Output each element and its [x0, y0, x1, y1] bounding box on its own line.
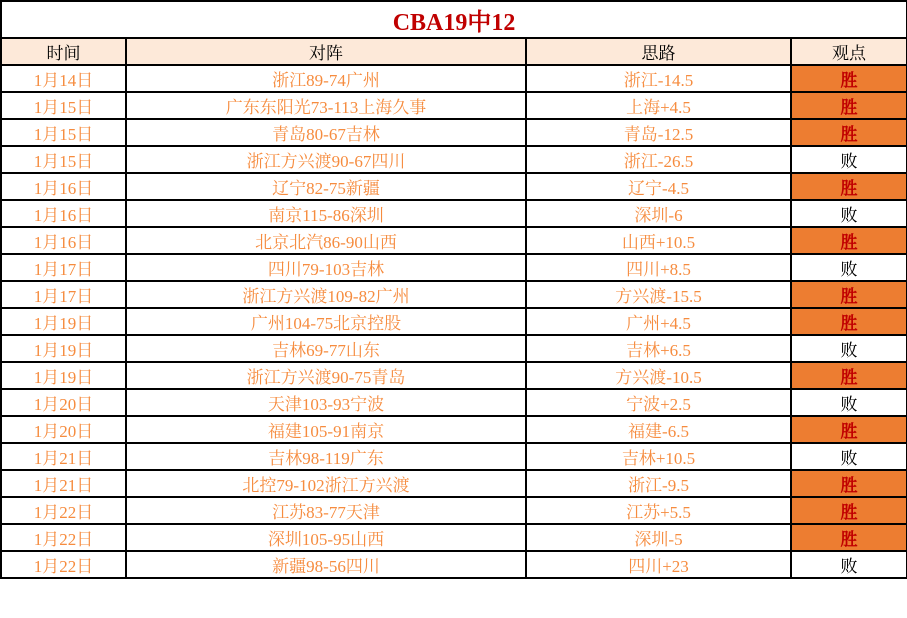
- table-row: [1, 254, 907, 281]
- pick-cell: 广州+4.5: [526, 308, 791, 335]
- title-row: [1, 1, 907, 38]
- result-cell: 败: [791, 146, 907, 173]
- matchup-cell: 浙江方兴渡90-67四川: [126, 146, 526, 173]
- matchup-cell: 浙江89-74广州: [126, 65, 526, 92]
- date-cell: 1月16日: [1, 173, 126, 200]
- pick-cell: 宁波+2.5: [526, 389, 791, 416]
- result-cell: 胜: [791, 308, 907, 335]
- table-row: [1, 470, 907, 497]
- table-row: [1, 65, 907, 92]
- pick-cell: 浙江-9.5: [526, 470, 791, 497]
- date-cell: 1月15日: [1, 92, 126, 119]
- date-cell: 1月22日: [1, 551, 126, 578]
- result-cell: 胜: [791, 416, 907, 443]
- matchup-cell: 浙江方兴渡109-82广州: [126, 281, 526, 308]
- table-row: [1, 335, 907, 362]
- matchup-cell: 辽宁82-75新疆: [126, 173, 526, 200]
- result-cell: 胜: [791, 524, 907, 551]
- result-cell: 胜: [791, 65, 907, 92]
- table-row: [1, 443, 907, 470]
- date-cell: 1月17日: [1, 254, 126, 281]
- date-cell: 1月21日: [1, 470, 126, 497]
- result-cell: 胜: [791, 92, 907, 119]
- result-cell: 胜: [791, 119, 907, 146]
- date-cell: 1月19日: [1, 335, 126, 362]
- matchup-cell: 广州104-75北京控股: [126, 308, 526, 335]
- matchup-cell: 福建105-91南京: [126, 416, 526, 443]
- page-title: CBA19中12: [1, 1, 907, 38]
- matchup-cell: 北京北汽86-90山西: [126, 227, 526, 254]
- date-cell: 1月20日: [1, 389, 126, 416]
- table-row: [1, 281, 907, 308]
- date-cell: 1月22日: [1, 497, 126, 524]
- matchup-cell: 吉林98-119广东: [126, 443, 526, 470]
- date-cell: 1月17日: [1, 281, 126, 308]
- column-header-time: 时间: [1, 38, 126, 65]
- table-row: [1, 146, 907, 173]
- matchup-cell: 北控79-102浙江方兴渡: [126, 470, 526, 497]
- date-cell: 1月14日: [1, 65, 126, 92]
- column-header-matchup: 对阵: [126, 38, 526, 65]
- pick-cell: 山西+10.5: [526, 227, 791, 254]
- result-cell: 胜: [791, 281, 907, 308]
- pick-cell: 辽宁-4.5: [526, 173, 791, 200]
- date-cell: 1月15日: [1, 146, 126, 173]
- matchup-cell: 青岛80-67吉林: [126, 119, 526, 146]
- pick-cell: 四川+8.5: [526, 254, 791, 281]
- table-row: [1, 524, 907, 551]
- pick-cell: 浙江-26.5: [526, 146, 791, 173]
- result-cell: 败: [791, 200, 907, 227]
- table-row: [1, 92, 907, 119]
- result-cell: 胜: [791, 497, 907, 524]
- table-row: [1, 389, 907, 416]
- date-cell: 1月16日: [1, 200, 126, 227]
- matchup-cell: 南京115-86深圳: [126, 200, 526, 227]
- matchup-cell: 江苏83-77天津: [126, 497, 526, 524]
- pick-cell: 青岛-12.5: [526, 119, 791, 146]
- pick-cell: 方兴渡-15.5: [526, 281, 791, 308]
- pick-cell: 四川+23: [526, 551, 791, 578]
- date-cell: 1月16日: [1, 227, 126, 254]
- matchup-cell: 深圳105-95山西: [126, 524, 526, 551]
- date-cell: 1月21日: [1, 443, 126, 470]
- column-header-analysis: 思路: [526, 38, 791, 65]
- table-row: [1, 173, 907, 200]
- table-row: [1, 200, 907, 227]
- matchup-cell: 吉林69-77山东: [126, 335, 526, 362]
- matchup-cell: 新疆98-56四川: [126, 551, 526, 578]
- table-row: [1, 497, 907, 524]
- pick-cell: 深圳-5: [526, 524, 791, 551]
- matchup-cell: 四川79-103吉林: [126, 254, 526, 281]
- result-cell: 胜: [791, 227, 907, 254]
- table-row: [1, 416, 907, 443]
- result-cell: 胜: [791, 470, 907, 497]
- result-cell: 败: [791, 389, 907, 416]
- matchup-cell: 浙江方兴渡90-75青岛: [126, 362, 526, 389]
- result-cell: 败: [791, 443, 907, 470]
- pick-cell: 浙江-14.5: [526, 65, 791, 92]
- table-row: [1, 551, 907, 578]
- table-row: [1, 119, 907, 146]
- matchup-cell: 广东东阳光73-113上海久事: [126, 92, 526, 119]
- matchup-cell: 天津103-93宁波: [126, 389, 526, 416]
- pick-cell: 深圳-6: [526, 200, 791, 227]
- date-cell: 1月20日: [1, 416, 126, 443]
- table-row: [1, 227, 907, 254]
- table-row: [1, 308, 907, 335]
- pick-cell: 方兴渡-10.5: [526, 362, 791, 389]
- result-cell: 胜: [791, 362, 907, 389]
- date-cell: 1月22日: [1, 524, 126, 551]
- date-cell: 1月19日: [1, 362, 126, 389]
- pick-cell: 上海+4.5: [526, 92, 791, 119]
- pick-cell: 江苏+5.5: [526, 497, 791, 524]
- table-row: [1, 362, 907, 389]
- date-cell: 1月15日: [1, 119, 126, 146]
- result-cell: 败: [791, 551, 907, 578]
- result-cell: 胜: [791, 173, 907, 200]
- pick-cell: 吉林+10.5: [526, 443, 791, 470]
- pick-cell: 福建-6.5: [526, 416, 791, 443]
- column-header-verdict: 观点: [791, 38, 907, 65]
- table-body: [1, 1, 907, 578]
- result-cell: 败: [791, 254, 907, 281]
- result-cell: 败: [791, 335, 907, 362]
- date-cell: 1月19日: [1, 308, 126, 335]
- header-row: [1, 38, 907, 65]
- pick-cell: 吉林+6.5: [526, 335, 791, 362]
